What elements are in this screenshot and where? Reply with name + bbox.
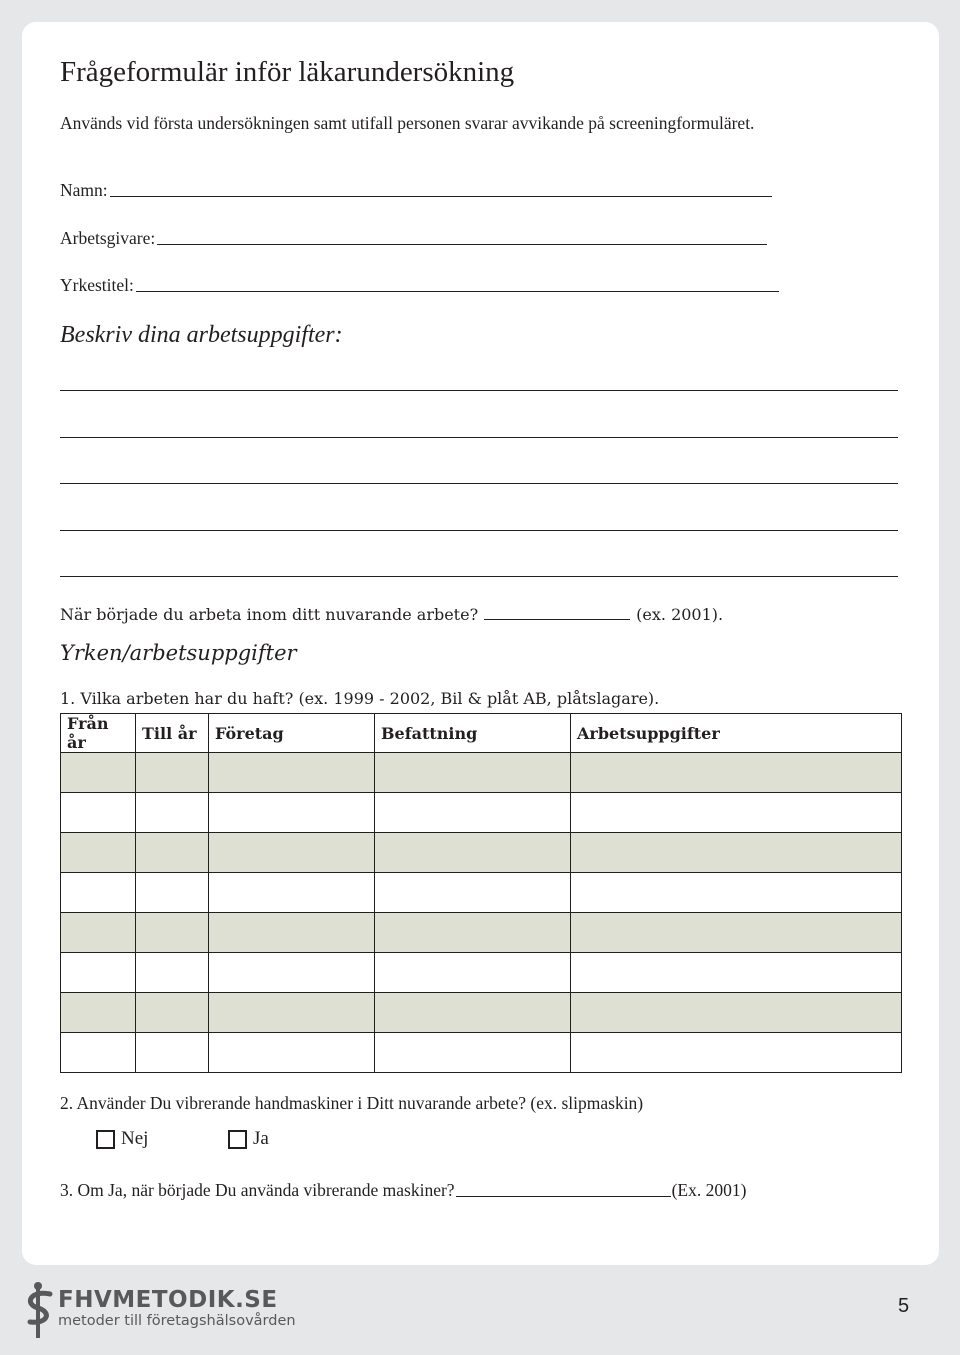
- jobs-heading: Yrken/arbetsuppgifter: [60, 641, 297, 665]
- table-row: [61, 1033, 902, 1073]
- table-cell[interactable]: [571, 873, 902, 913]
- table-cell[interactable]: [375, 1033, 571, 1073]
- table-cell[interactable]: [61, 993, 136, 1033]
- table-row: [61, 913, 902, 953]
- table-row: [61, 993, 902, 1033]
- table-cell[interactable]: [571, 993, 902, 1033]
- no-label: Nej: [121, 1128, 149, 1149]
- tasks-line-3[interactable]: [60, 483, 898, 484]
- table-cell[interactable]: [136, 793, 209, 833]
- table-cell[interactable]: [209, 873, 375, 913]
- jobs-header-row: [61, 714, 902, 753]
- table-cell[interactable]: [209, 953, 375, 993]
- table-cell[interactable]: [375, 993, 571, 1033]
- table-cell[interactable]: [209, 833, 375, 873]
- table-cell[interactable]: [136, 833, 209, 873]
- form-subtitle: Används vid första undersökningen samt utifall personen svarar avvikande på screeningformuläret.: [60, 113, 755, 133]
- table-cell[interactable]: [136, 1033, 209, 1073]
- jobtitle-field[interactable]: [60, 275, 779, 296]
- table-row: [61, 793, 902, 833]
- vibration-start-example: (Ex. 2001): [671, 1180, 747, 1200]
- table-cell[interactable]: [136, 753, 209, 793]
- option-yes[interactable]: [228, 1128, 269, 1150]
- no-checkbox[interactable]: [96, 1130, 115, 1149]
- employer-field[interactable]: [60, 228, 767, 249]
- table-cell[interactable]: [61, 913, 136, 953]
- page-number: 5: [898, 1295, 910, 1317]
- table-cell[interactable]: [209, 913, 375, 953]
- employer-line[interactable]: [157, 243, 767, 245]
- table-cell[interactable]: [61, 953, 136, 993]
- jobs-table: [60, 713, 902, 1073]
- vibration-start-line[interactable]: [456, 1196, 671, 1197]
- table-cell[interactable]: [209, 753, 375, 793]
- table-cell[interactable]: [209, 1033, 375, 1073]
- col-to-year: Till år: [136, 714, 209, 753]
- start-year-example: (ex. 2001).: [636, 605, 724, 624]
- tasks-line-1[interactable]: [60, 390, 898, 391]
- table-cell[interactable]: [571, 833, 902, 873]
- yes-checkbox[interactable]: [228, 1130, 247, 1149]
- yes-label: Ja: [253, 1128, 269, 1149]
- name-field[interactable]: [60, 180, 772, 201]
- jobtitle-line[interactable]: [136, 290, 779, 292]
- name-line[interactable]: [110, 195, 772, 197]
- table-cell[interactable]: [61, 833, 136, 873]
- table-cell[interactable]: [571, 753, 902, 793]
- start-year-line[interactable]: [484, 619, 630, 620]
- start-year-text: När började du arbeta inom ditt nuvarande arbete?: [60, 605, 479, 624]
- col-from-year: Från år: [61, 714, 136, 753]
- table-cell[interactable]: [375, 913, 571, 953]
- table-cell[interactable]: [209, 993, 375, 1033]
- logo-tagline: metoder till företagshälsovården: [58, 1313, 296, 1329]
- table-cell[interactable]: [61, 1033, 136, 1073]
- jobs-question: 1. Vilka arbeten har du haft? (ex. 1999 - 2002, Bil & plåt AB, plåtslagare).: [60, 689, 660, 708]
- tasks-heading: Beskriv dina arbetsuppgifter:: [60, 322, 343, 348]
- vibration-start-text: 3. Om Ja, när började Du använda vibrerande maskiner?: [60, 1180, 455, 1200]
- table-cell[interactable]: [571, 913, 902, 953]
- form-title: Frågeformulär inför läkarundersökning: [60, 56, 515, 88]
- employer-label: Arbetsgivare:: [60, 228, 156, 248]
- col-company: Företag: [209, 714, 375, 753]
- logo-name: FHVMETODIK.SE: [58, 1287, 278, 1313]
- vibration-start-question: [60, 1180, 746, 1201]
- table-row: [61, 953, 902, 993]
- name-label: Namn:: [60, 180, 108, 200]
- start-year-question: [60, 605, 723, 624]
- col-tasks: Arbetsuppgifter: [571, 714, 902, 753]
- table-cell[interactable]: [375, 753, 571, 793]
- tasks-line-4[interactable]: [60, 530, 898, 531]
- table-cell[interactable]: [375, 793, 571, 833]
- table-cell[interactable]: [571, 1033, 902, 1073]
- table-cell[interactable]: [61, 873, 136, 913]
- table-cell[interactable]: [375, 833, 571, 873]
- table-cell[interactable]: [61, 793, 136, 833]
- option-no[interactable]: [96, 1128, 148, 1150]
- table-cell[interactable]: [375, 873, 571, 913]
- table-cell[interactable]: [61, 753, 136, 793]
- jobtitle-label: Yrkestitel:: [60, 275, 134, 295]
- table-row: [61, 873, 902, 913]
- table-cell[interactable]: [136, 953, 209, 993]
- table-cell[interactable]: [136, 993, 209, 1033]
- table-cell[interactable]: [571, 793, 902, 833]
- tasks-line-5[interactable]: [60, 576, 898, 577]
- vibration-question: 2. Använder Du vibrerande handmaskiner i Ditt nuvarande arbete? (ex. slipmaskin): [60, 1093, 644, 1113]
- table-row: [61, 833, 902, 873]
- table-cell[interactable]: [136, 913, 209, 953]
- table-cell[interactable]: [136, 873, 209, 913]
- table-cell[interactable]: [571, 953, 902, 993]
- table-cell[interactable]: [209, 793, 375, 833]
- col-position: Befattning: [375, 714, 571, 753]
- table-cell[interactable]: [375, 953, 571, 993]
- tasks-line-2[interactable]: [60, 437, 898, 438]
- table-row: [61, 753, 902, 793]
